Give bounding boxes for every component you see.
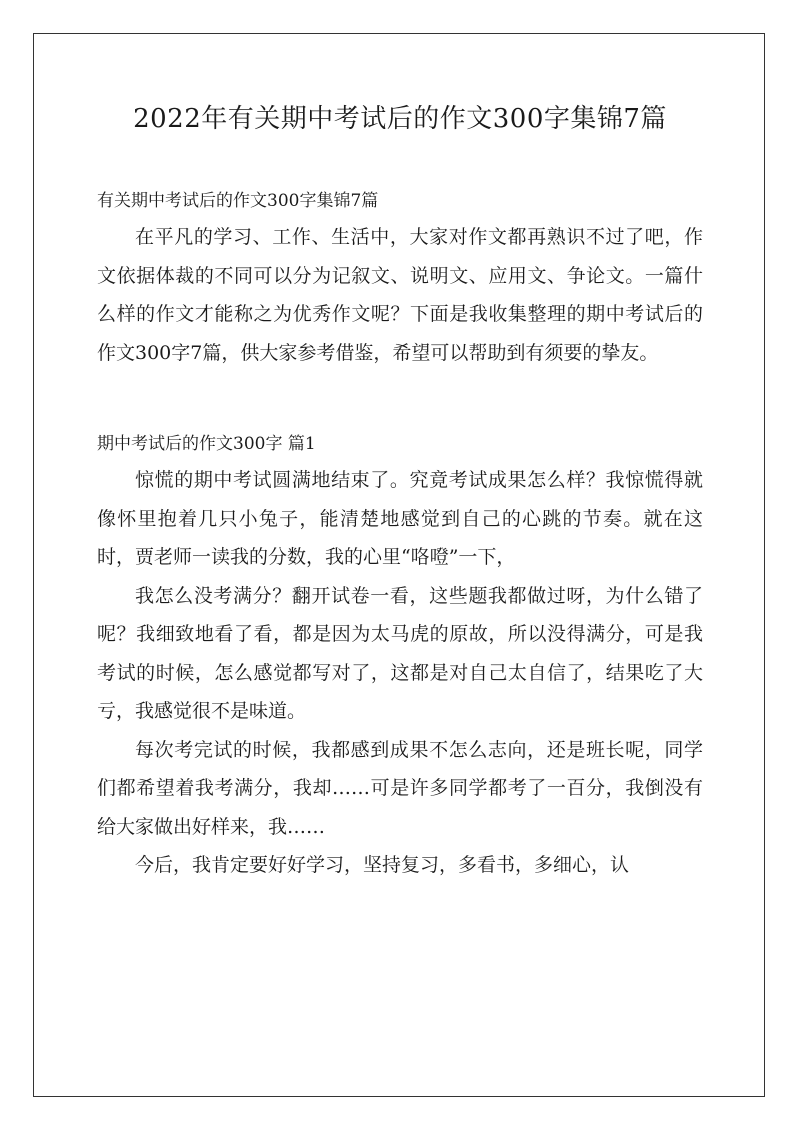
body-paragraph: 我怎么没考满分？翻开试卷一看，这些题我都做过呀，为什么错了呢？我细致地看了看，都是因为太马虎的原故，所以没得满分，可是我考试的时候，怎么感觉都写对了，这都是对自己太自信了，结果吃了大亏，我感觉很不是味道。 [97,584,703,722]
document-title: 2022年有关期中考试后的作文300字集锦7篇 [133,104,667,134]
document-body [97,184,703,885]
intro-paragraph: 在平凡的学习、工作、生活中，大家对作文都再熟识不过了吧，作文依据体裁的不同可以分为记叙文、说明文、应用文、争论文。一篇什么样的作文才能称之为优秀作文呢？下面是我收集整理的期中考试后的作文300字7篇，供大家参考借鉴，希望可以帮助到有须要的挚友。 [97,226,703,364]
document-subtitle: 有关期中考试后的作文300字集锦7篇 [97,191,379,211]
body-paragraph: 今后，我肯定要好好学习，坚持复习，多看书，多细心，认 [135,854,630,876]
body-paragraph: 惊慌的期中考试圆满地结束了。究竟考试成果怎么样？我惊慌得就像怀里抱着几只小兔子，能清楚地感觉到自己的心跳的节奏。就在这时，贾老师一读我的分数，我的心里“咯噔”一下， [97,469,703,568]
body-paragraph: 每次考完试的时候，我都感到成果不怎么志向，还是班长呢，同学们都希望着我考满分，我却……可是许多同学都考了一百分，我倒没有给大家做出好样来，我…… [97,738,703,838]
section-heading: 期中考试后的作文300字 篇1 [97,434,316,454]
